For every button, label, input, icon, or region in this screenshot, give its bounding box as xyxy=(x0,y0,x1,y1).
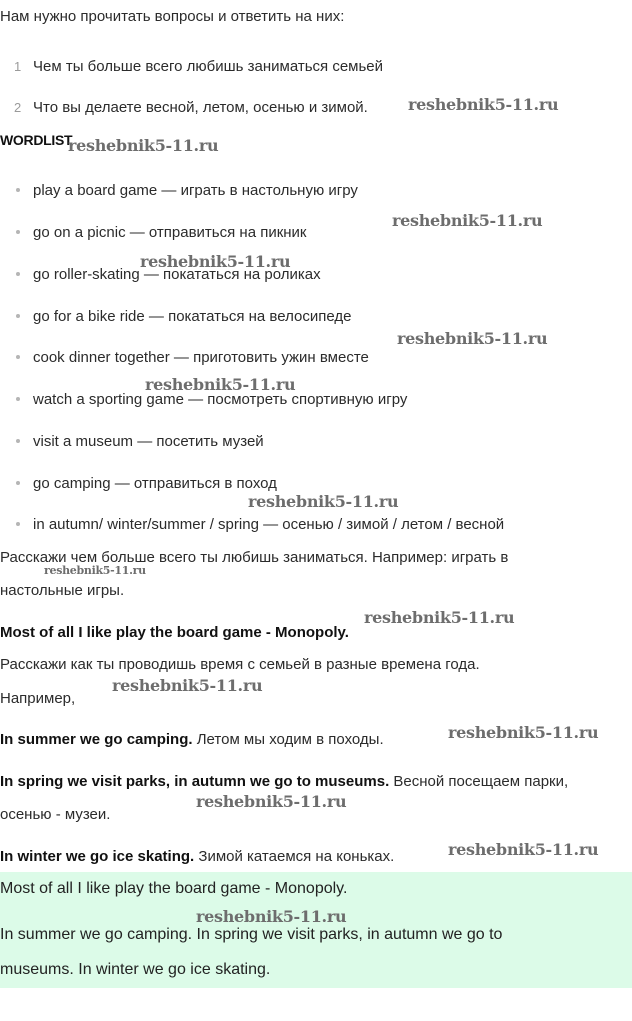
bullet-icon xyxy=(16,397,20,401)
list-item: go on a picnic — отправиться на пикник xyxy=(16,224,307,241)
watermark: reshebnik5-11.ru xyxy=(44,564,146,577)
watermark: reshebnik5-11.ru xyxy=(196,907,347,926)
list-item: go camping — отправиться в поход xyxy=(16,475,277,492)
bullet-icon xyxy=(16,355,20,359)
example-summer: In summer we go camping. Летом мы ходим в походы. xyxy=(0,731,384,748)
example-winter: In winter we go ice skating. Зимой катаемся на коньках. xyxy=(0,848,395,865)
watermark: reshebnik5-11.ru xyxy=(392,211,543,230)
example-spring-autumn: In spring we visit parks, in autumn we go to museums. Весной посещаем парки, xyxy=(0,773,569,790)
watermark: reshebnik5-11.ru xyxy=(448,723,599,742)
watermark: reshebnik5-11.ru xyxy=(145,375,296,394)
task-1-line-1: Расскажи чем больше всего ты любишь заниматься. Например: играть в xyxy=(0,549,509,566)
task-1-line-2: настольные игры. xyxy=(0,582,125,599)
watermark: reshebnik5-11.ru xyxy=(408,95,559,114)
intro-text: Нам нужно прочитать вопросы и ответить на них: xyxy=(0,8,345,25)
bullet-icon xyxy=(16,481,20,485)
list-item: cook dinner together — приготовить ужин вместе xyxy=(16,349,369,366)
question-number: 2 xyxy=(14,100,22,115)
example-spring-autumn-cont: осенью - музеи. xyxy=(0,806,111,823)
list-item: play a board game — играть в настольную игру xyxy=(16,182,358,199)
list-item: visit a museum — посетить музей xyxy=(16,433,264,450)
bullet-icon xyxy=(16,439,20,443)
final-answer-line-1: Most of all I like play the board game - Monopoly. xyxy=(0,880,348,897)
question-1 xyxy=(14,58,383,75)
final-answer-line-3: museums. In winter we go ice skating. xyxy=(0,961,271,978)
bullet-icon xyxy=(16,230,20,234)
watermark: reshebnik5-11.ru xyxy=(448,840,599,859)
example-label: Например, xyxy=(0,690,76,707)
bullet-icon xyxy=(16,188,20,192)
question-number: 1 xyxy=(14,59,22,74)
list-item: in autumn/ winter/summer / spring — осенью / зимой / летом / весной xyxy=(16,516,504,533)
watermark: reshebnik5-11.ru xyxy=(68,136,219,155)
list-item: watch a sporting game — посмотреть спортивную игру xyxy=(16,391,407,408)
final-answer-line-2: In summer we go camping. In spring we visit parks, in autumn we go to xyxy=(0,926,503,943)
bullet-icon xyxy=(16,272,20,276)
bullet-icon xyxy=(16,522,20,526)
watermark: reshebnik5-11.ru xyxy=(112,676,263,695)
list-item: go roller-skating — покататься на роликах xyxy=(16,266,321,283)
watermark: reshebnik5-11.ru xyxy=(397,329,548,348)
watermark: reshebnik5-11.ru xyxy=(196,792,347,811)
question-text: Что вы делаете весной, летом, осенью и зимой. xyxy=(33,99,368,116)
list-item: go for a bike ride — покататься на велосипеде xyxy=(16,308,351,325)
watermark: reshebnik5-11.ru xyxy=(364,608,515,627)
question-2 xyxy=(14,99,368,116)
answer-1: Most of all I like play the board game - Monopoly. xyxy=(0,624,349,641)
task-2: Расскажи как ты проводишь время с семьей в разные времена года. xyxy=(0,656,480,673)
bullet-icon xyxy=(16,314,20,318)
question-text: Чем ты больше всего любишь заниматься семьей xyxy=(33,58,384,75)
watermark: reshebnik5-11.ru xyxy=(248,492,399,511)
wordlist-title: WORDLIST xyxy=(0,132,73,148)
watermark: reshebnik5-11.ru xyxy=(140,252,291,271)
